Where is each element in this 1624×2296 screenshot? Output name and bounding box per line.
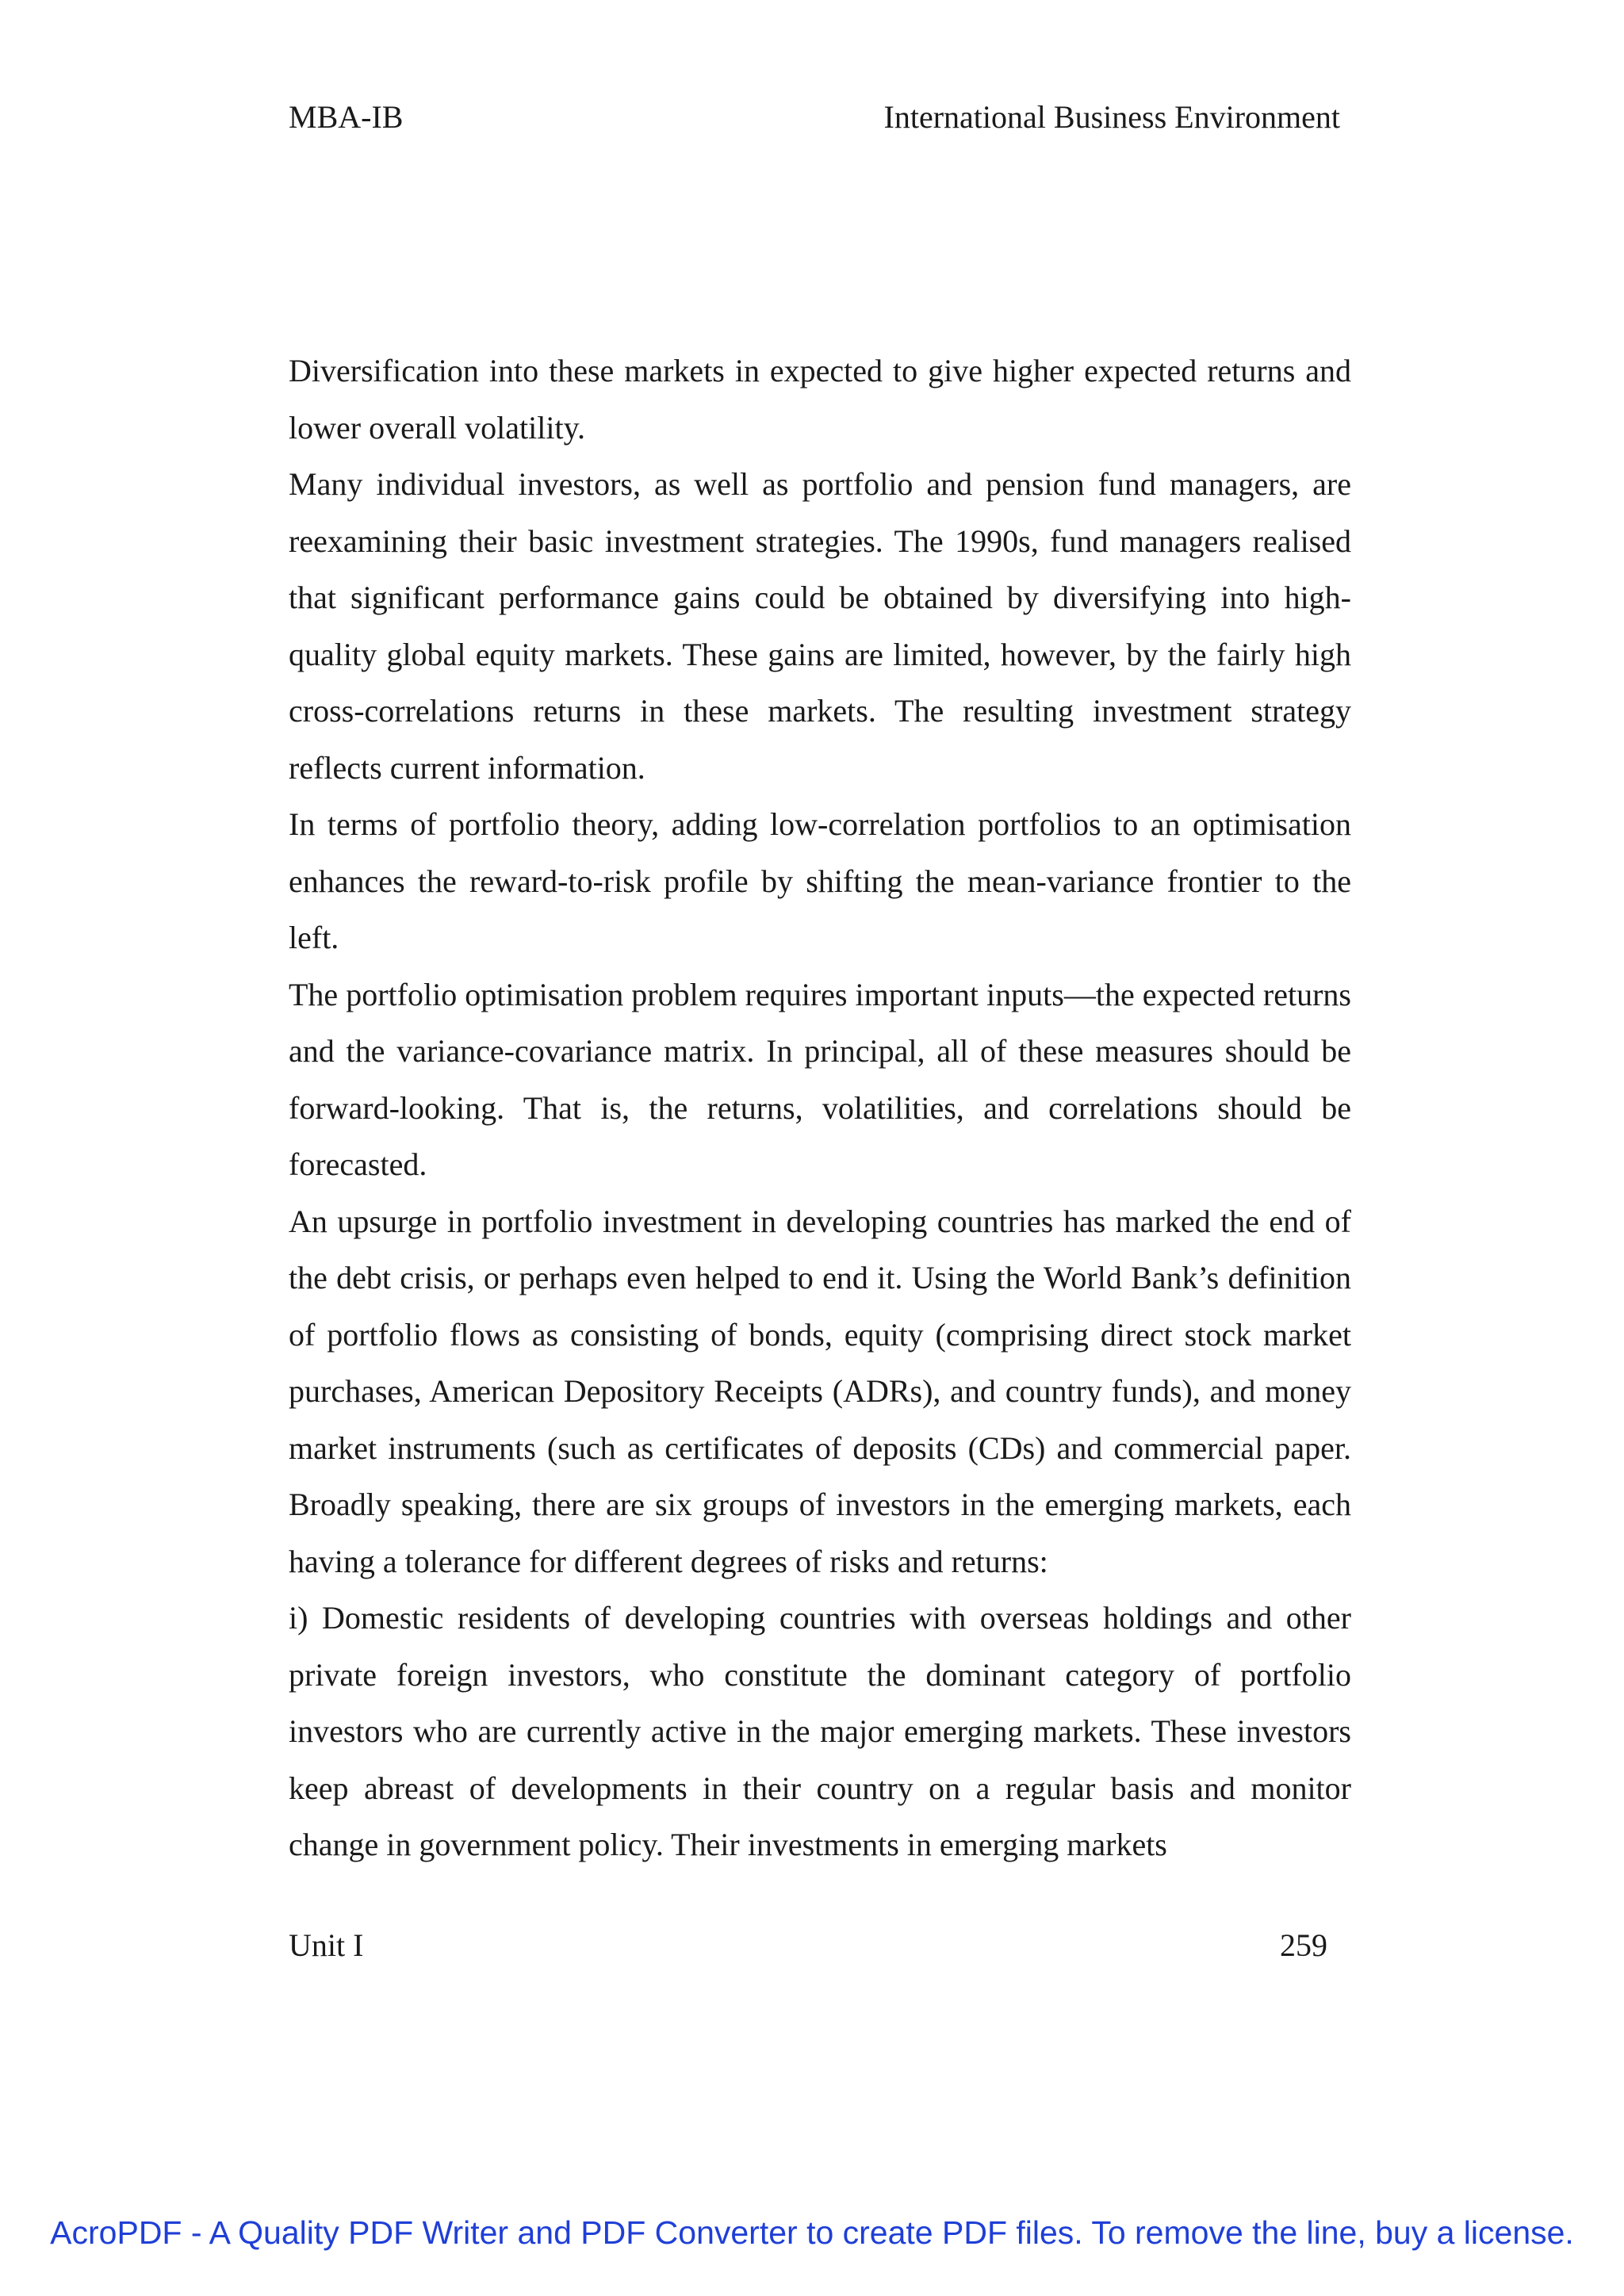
paragraph-optimisation-problem: The portfolio optimisation problem requires important inputs—the expected returns and the variance-covariance matrix. In principal, all of these measures should be forward-looking. That is, the returns, volatilities, and correlations should be forecasted.	[289, 976, 1351, 1182]
acropdf-watermark: AcroPDF - A Quality PDF Writer and PDF Converter to create PDF files. To remove the line, buy a license.	[50, 2214, 1574, 2251]
paragraph-developing-countries: An upsurge in portfolio investment in developing countries has marked the end of the debt crisis, or perhaps even helped to end it. Using the World Bank’s definition of portfolio flows as consisting of bonds, equity (comprising direct stock market purchases, American Depository Receipts (ADRs), and country funds), and money market instruments (such as certificates of deposits (CDs) and commercial paper. Broadly speaking, there are six groups of investors in the emerging markets, each having a tolerance for different degrees of risks and returns:	[289, 1203, 1351, 1579]
header-course-title: International Business Environment	[883, 99, 1340, 135]
paragraph-diversification: Diversification into these markets in expected to give higher expected returns and lower overall volatility.	[289, 353, 1351, 446]
footer-unit: Unit I	[289, 1927, 364, 1963]
paragraph-investment-strategies: Many individual investors, as well as portfolio and pension fund managers, are reexamining their basic investment strategies. The 1990s, fund managers realised that significant performance gains could be obtained by diversifying into high-quality global equity markets. These gains are limited, however, by the fairly high cross-correlations returns in these markets. The resulting investment strategy reflects current information.	[289, 466, 1351, 786]
paragraph-domestic-residents: i) Domestic residents of developing countries with overseas holdings and other private foreign investors, who constitute the dominant category of portfolio investors who are currently active in the major emerging markets. These investors keep abreast of developments in their country on a regular basis and monitor change in government policy. Their investments in emerging markets	[289, 1600, 1351, 1862]
page-footer	[289, 1922, 1327, 1969]
paragraph-portfolio-theory: In terms of portfolio theory, adding low-correlation portfolios to an optimisation enhances the reward-to-risk profile by shifting the mean-variance frontier to the left.	[289, 806, 1351, 955]
body-text	[289, 342, 1351, 1873]
header-course-code: MBA-IB	[289, 99, 404, 135]
page-header	[289, 94, 1340, 141]
page-number: 259	[1280, 1927, 1327, 1963]
